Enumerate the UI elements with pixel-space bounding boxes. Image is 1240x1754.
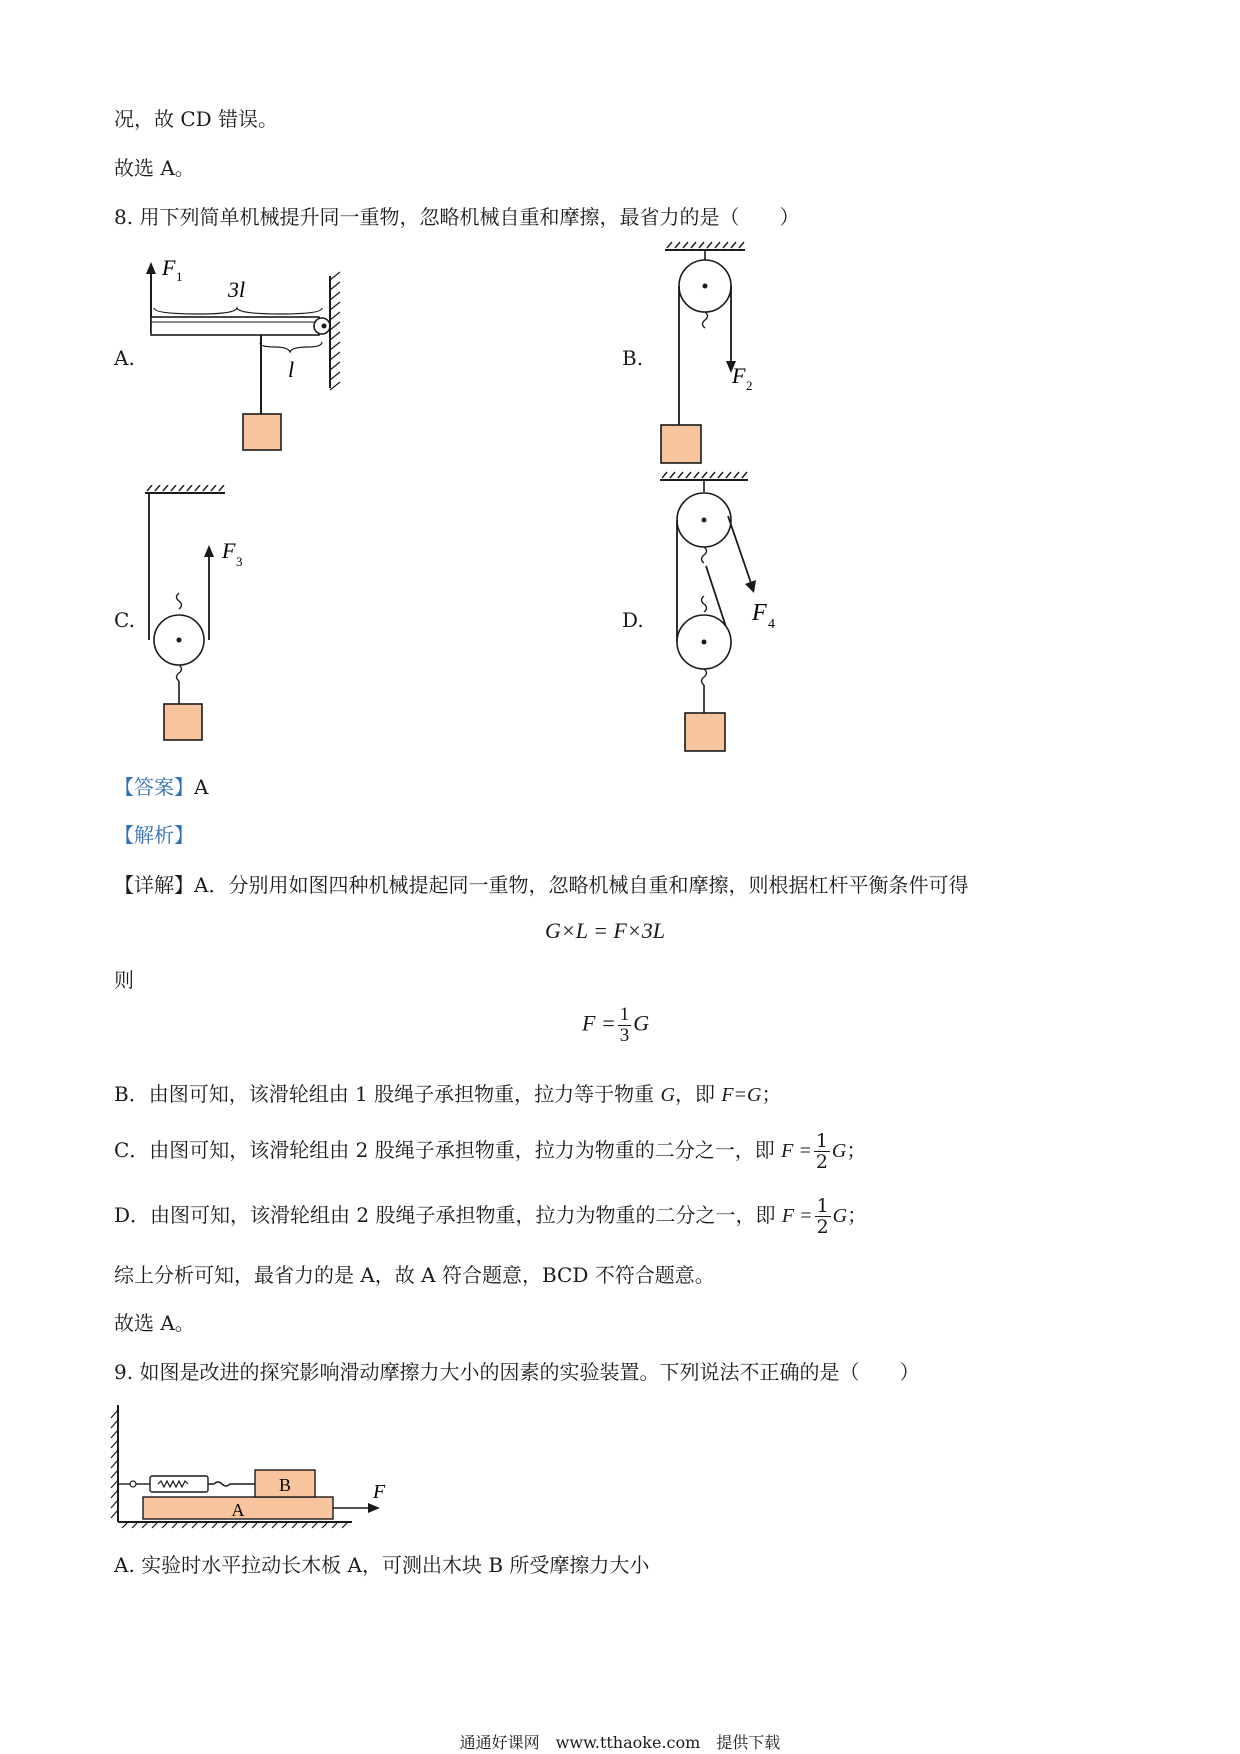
weight-block-b [661, 425, 701, 463]
eq2-lhs: F = [582, 1010, 616, 1036]
analysis-c-text: C．由图可知，该滑轮组由 2 股绳子承担物重，拉力为物重的二分之一，即 [114, 1138, 782, 1162]
q8-stem: 8. 用下列简单机械提升同一重物，忽略机械自重和摩擦，最省力的是（ ） [114, 205, 800, 229]
figure-d-pulley-block [640, 470, 800, 765]
figure-b-fixed-pulley [640, 240, 800, 470]
analysis-d-text: D．由图可知，该滑轮组由 2 股绳子承担物重，拉力为物重的二分之一，即 [114, 1203, 782, 1227]
analysis-c-lhs: F = [781, 1140, 812, 1162]
analysis-d-line [114, 1190, 867, 1241]
analysis-d-end: ； [847, 1203, 868, 1227]
fraction-denominator: 3 [619, 1025, 630, 1046]
q8-option-c-label: C. [114, 608, 135, 632]
analysis-c-line [114, 1125, 866, 1176]
fraction-one-third [618, 1005, 632, 1046]
block-b-label: B [278, 1475, 292, 1495]
f2-subscript: 2 [746, 378, 753, 393]
fraction-one-half-c [814, 1131, 830, 1172]
length-3l-label: 3l [228, 277, 246, 302]
lever-balance-equation: G×L = F×3L [545, 918, 665, 943]
answer-tag: 【答案】 [114, 775, 194, 799]
fraction-numerator: 1 [619, 1004, 630, 1025]
detail-a-line [114, 872, 968, 898]
analysis-b-mid: ，即 [674, 1082, 722, 1106]
f4-subscript: 4 [768, 617, 775, 632]
q9-option-a: A. 实验时水平拉动长木板 A，可测出木块 B 所受摩擦力大小 [114, 1553, 650, 1577]
force-equation-a [582, 1005, 649, 1046]
prev-choice-line: 故选 A。 [114, 156, 195, 180]
fraction-numerator: 1 [816, 1195, 829, 1217]
fraction-denominator: 2 [815, 1151, 828, 1173]
analysis-b-text: B．由图可知，该滑轮组由 1 股绳子承担物重，拉力等于物重 [114, 1082, 661, 1106]
analysis-d-lhs: F = [781, 1205, 813, 1227]
analysis-b-end: ； [761, 1082, 782, 1106]
fraction-one-half-d [815, 1196, 831, 1237]
q9-stem: 9. 如图是改进的探究影响滑动摩擦力大小的因素的实验装置。下列说法不正确的是（ ） [114, 1360, 920, 1384]
eq2-rhs: G [633, 1010, 650, 1036]
f4-label: F [752, 600, 767, 626]
length-l-label: l [288, 357, 295, 382]
analysis-b-g: G [660, 1084, 675, 1106]
f1-subscript: 1 [176, 269, 183, 284]
weight-block-c [164, 704, 202, 740]
f3-subscript: 3 [236, 554, 243, 569]
summary-line: 综上分析可知，最省力的是 A，故 A 符合题意，BCD 不符合题意。 [114, 1263, 715, 1287]
q8-choice-line: 故选 A。 [114, 1311, 195, 1335]
page-footer: 通通好课网 www.tthaoke.com 提供下载 [459, 1733, 781, 1752]
prev-conclusion-line: 况，故 CD 错误。 [114, 107, 279, 131]
then-text: 则 [114, 968, 134, 992]
detail-tag: 【详解】 [114, 873, 194, 897]
f1-label: F [162, 255, 176, 280]
figure-q9-friction-apparatus [110, 1400, 400, 1530]
figure-c-movable-pulley [140, 485, 260, 750]
answer-value: A [194, 775, 209, 799]
q8-option-a-label: A. [114, 346, 135, 370]
q8-answer-line [114, 774, 208, 800]
q8-option-b-label: B. [622, 346, 644, 370]
f2-label: F [732, 363, 746, 388]
fraction-denominator: 2 [816, 1216, 829, 1238]
figure-a-lever [140, 250, 360, 460]
analysis-b-line [114, 1081, 781, 1108]
board-a-label: A [231, 1500, 245, 1520]
analysis-c-rhs: G [831, 1140, 847, 1162]
analysis-c-end: ； [846, 1138, 867, 1162]
analysis-d-rhs: G [832, 1205, 848, 1227]
analysis-b-equation: F=G [721, 1084, 762, 1106]
f3-label: F [222, 538, 236, 563]
force-f-label: F [373, 1481, 386, 1503]
analysis-tag: 【解析】 [114, 823, 194, 847]
detail-a-text: A．分别用如图四种机械提起同一重物，忽略机械自重和摩擦，则根据杠杆平衡条件可得 [194, 873, 969, 897]
q8-option-d-label: D. [622, 608, 644, 632]
fraction-numerator: 1 [815, 1130, 828, 1152]
weight-block-a [243, 414, 281, 450]
weight-block-d [685, 713, 725, 751]
